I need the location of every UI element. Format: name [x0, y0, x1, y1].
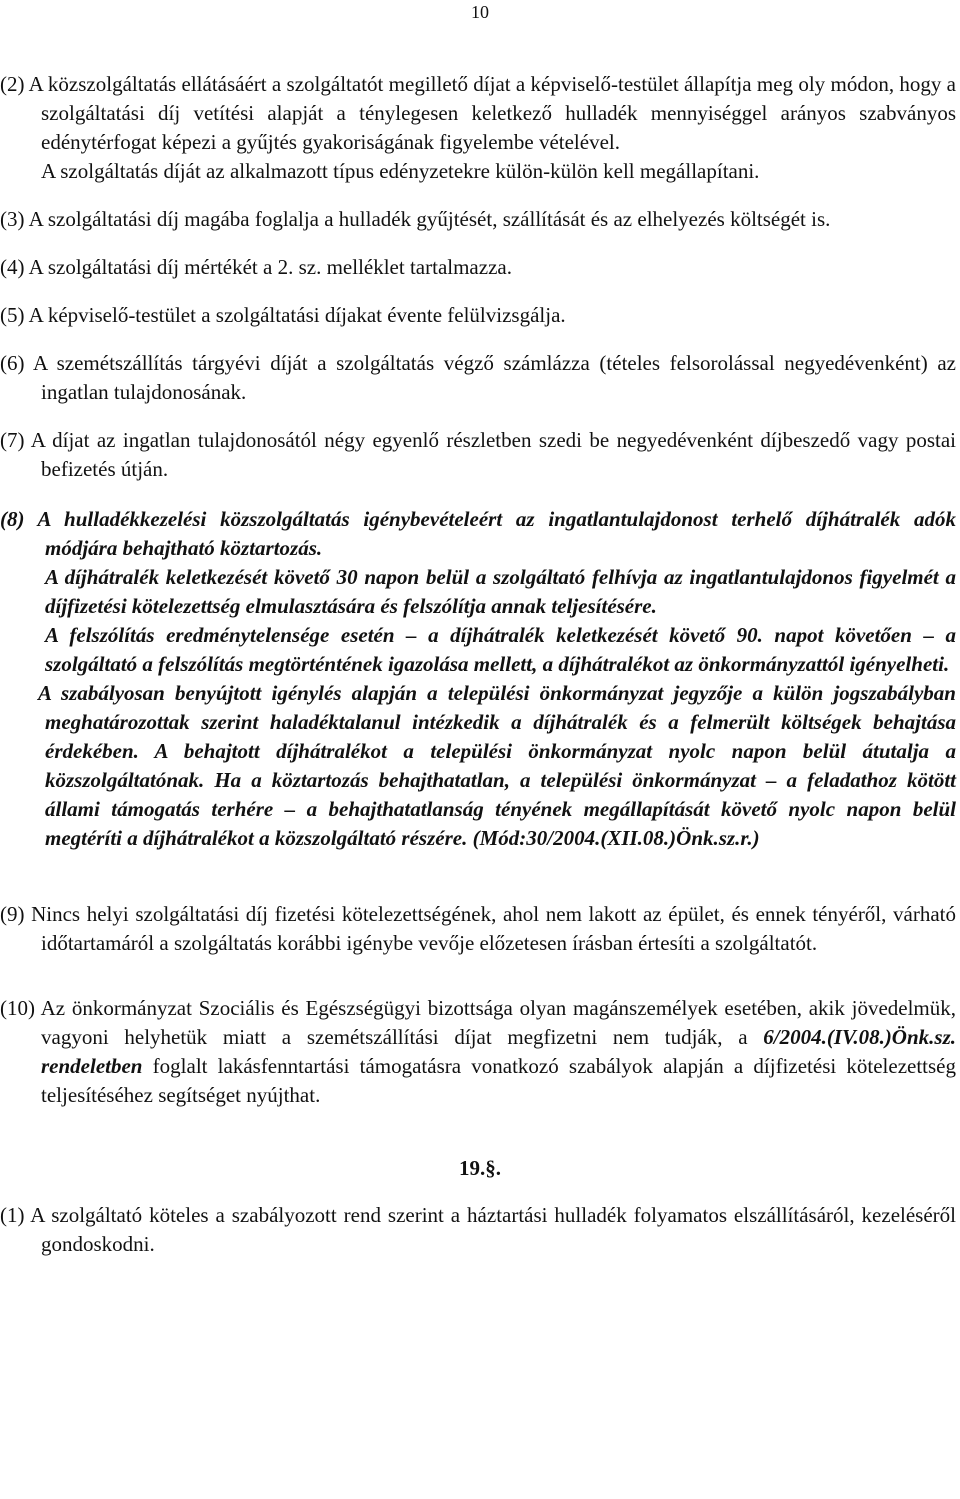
paragraph-8-reminder: A díjhátralék keletkezését követő 30 napon belül a szolgáltató felhívja az ingatlantulajdonos figyelmét a díjfizetési kötelezettség elmulasztására és felszólítja annak teljesítésére. — [45, 565, 956, 618]
paragraph-2: (2) A közszolgáltatás ellátásáért a szolgáltatót megillető díjat a képviselő-testület állapítja meg oly módon, hogy a szolgáltatási díj vetítési alapját a ténylegesen keletkező hulladék mennyiséggel arányos szabványos edénytérfogat képezi a gyűjtés gyakoriságának figyelembe vételével. — [0, 72, 956, 154]
paragraph-3: (3) A szolgáltatási díj magába foglalja a hulladék gyűjtését, szállítását és az elhelyezés költségét is. — [0, 207, 831, 231]
paragraph-7: (7) A díjat az ingatlan tulajdonosától négy egyenlő részletben szedi be negyedévenként díjbeszedő vagy postai befizetés útján. — [0, 428, 956, 481]
paragraph-10-text-after: foglalt lakásfenntartási támogatásra vonatkozó szabályok alapján a díjfizetési kötelezettség teljesítéséhez segítséget nyújthat. — [41, 1054, 956, 1107]
paragraph-10 — [0, 994, 960, 1110]
page-number: 10 — [471, 2, 489, 22]
paragraph-8 — [0, 505, 960, 853]
paragraph-8-claim: A felszólítás eredménytelensége esetén – a díjhátralék keletkezését követő 90. napot követően – a szolgáltató a felszólítás megtörténtének igazolása mellett, a díjhátralékot az önkormányzattól igényelheti. — [45, 623, 956, 676]
paragraph-4: (4) A szolgáltatási díj mértékét a 2. sz. melléklet tartalmazza. — [0, 255, 512, 279]
paragraph-5: (5) A képviselő-testület a szolgáltatási díjakat évente felülvizsgálja. — [0, 303, 566, 327]
paragraph-9: (9) Nincs helyi szolgáltatási díj fizetési kötelezettségének, ahol nem lakott az épület, és ennek tényéről, várható időtartamáról a szolgáltatás korábbi igénybe vevője előzetesen írásban értesíti a szolgáltatót. — [0, 902, 956, 955]
paragraph-10-text-before: (10) Az önkormányzat Szociális és Egészségügyi bizottsága olyan magánszemélyek esetében, akik jövedelmük, vagyoni helyhetük miatt a szemétszállítási díjat megfizetni nem tudják, a — [0, 996, 956, 1049]
regulation-reference: 6/2004.(IV.08.)Önk.sz. rendeletben — [41, 1025, 956, 1078]
paragraph-6: (6) A szemétszállítás tárgyévi díját a szolgáltatás végző számlázza (tételes felsorolással negyedévenként) az ingatlan tulajdonosának. — [0, 351, 956, 404]
section-heading: 19.§. — [459, 1156, 501, 1180]
paragraph-8-intro: (8) A hulladékkezelési közszolgáltatás igénybevételeért az ingatlantulajdonost terhelő díjhátralék adók módjára behajtható köztartozás. — [0, 507, 956, 560]
paragraph-8-enforcement: A szabályosan benyújtott igénylés alapján a települési önkormányzat jegyzője a külön jogszabályban meghatározottak szerint haladéktalanul intézkedik a díjhátralék és a felmerült költségek behajtása érdekében. A behajtott díjhátralékot a települési önkormányzat nyolc napon belül átutalja a közszolgáltatónak. Ha a köztartozás behajthatatlan, a települési önkormányzat – a feladathoz kötött állami támogatás terhére – a behajthatatlanság tényének megállapítását követő nyolc napon belül megtéríti a díjhátralékot a közszolgáltató részére. (Mód:30/2004.(XII.08.)Önk.sz.r.) — [38, 681, 956, 850]
section-19-paragraph-1: (1) A szolgáltató köteles a szabályozott rend szerint a háztartási hulladék folyamatos elszállításáról, kezeléséről gondoskodni. — [0, 1203, 956, 1256]
paragraph-2-continued: A szolgáltatás díját az alkalmazott típus edényzetekre külön-külön kell megállapítani. — [41, 159, 760, 183]
document-body — [0, 70, 960, 1259]
